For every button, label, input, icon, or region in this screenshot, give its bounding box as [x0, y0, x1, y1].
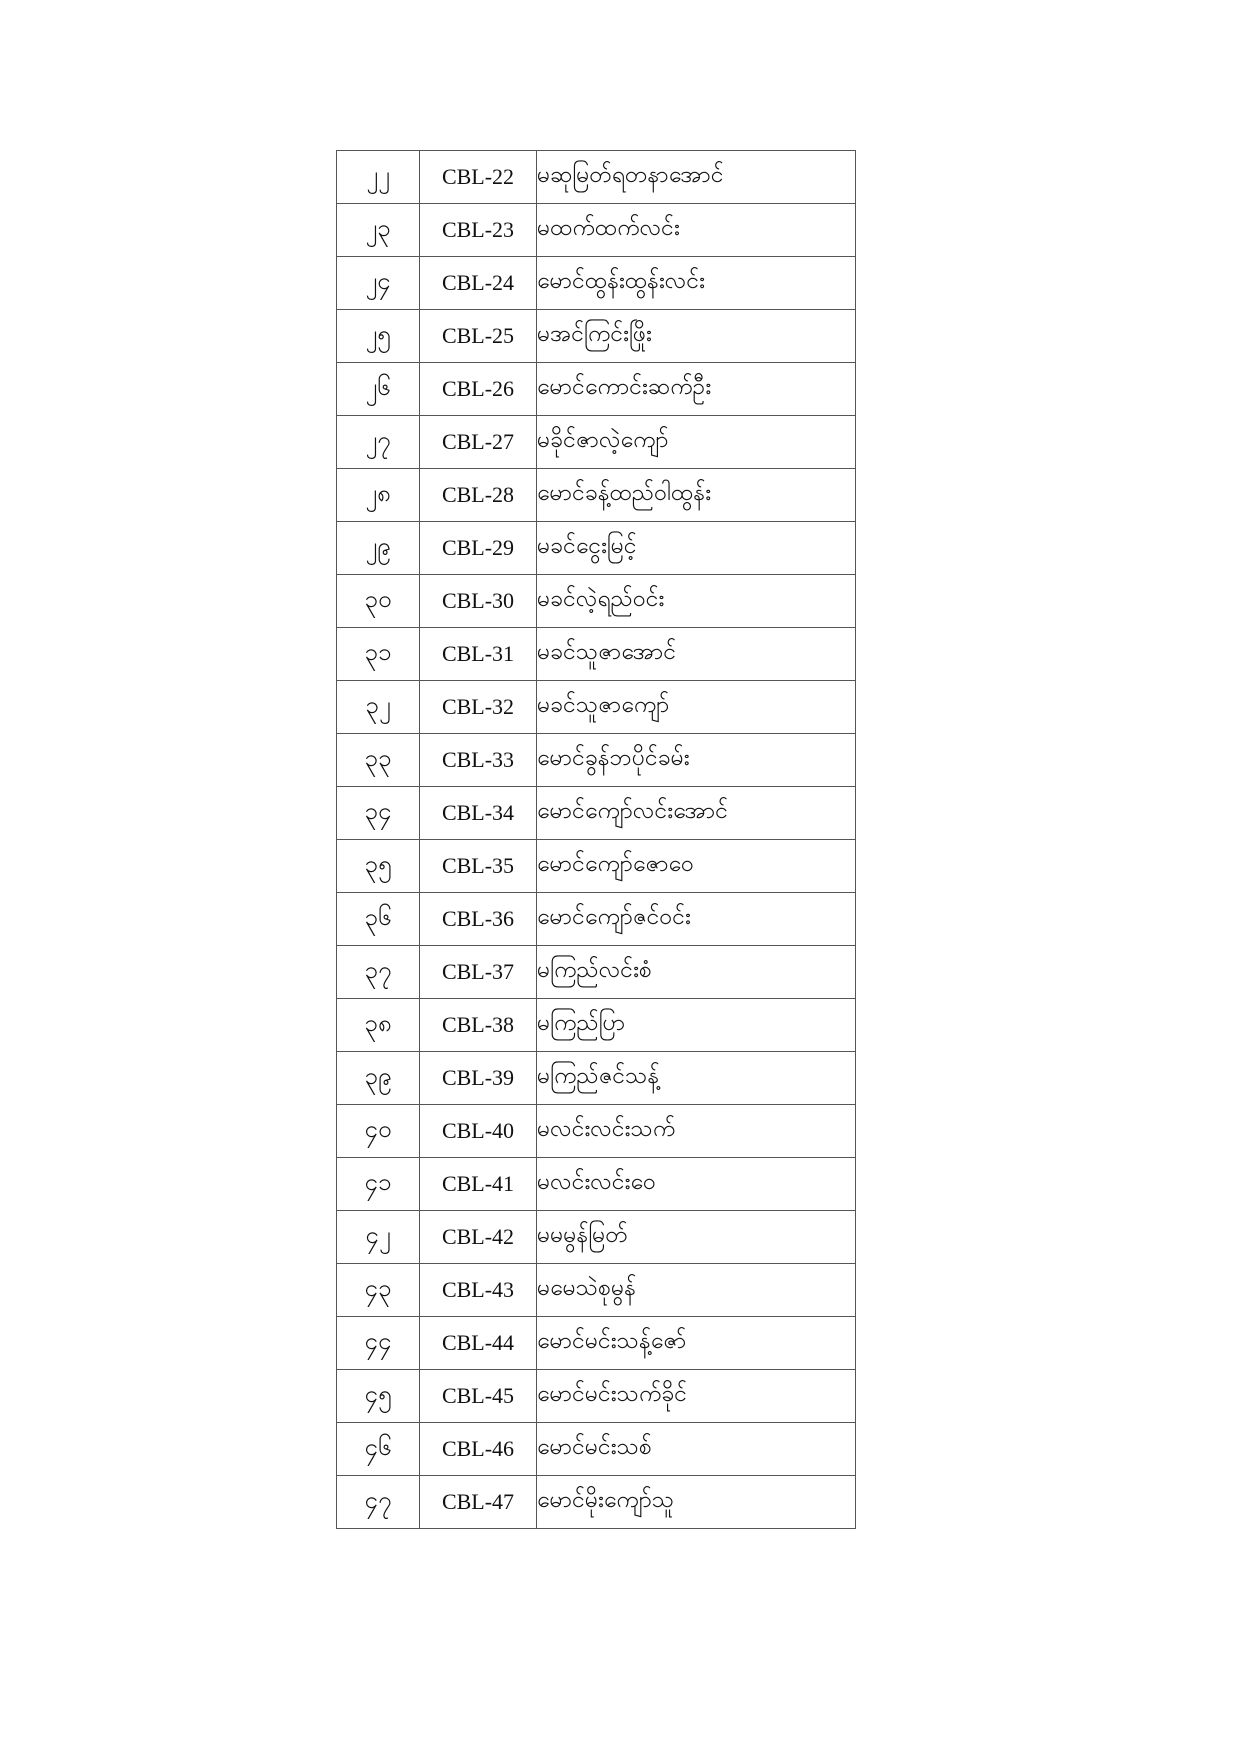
table-row: [337, 999, 856, 1052]
student-name-cell: မောင်မင်းသက်ခိုင်: [537, 1370, 856, 1423]
row-number-cell: ၃၆: [337, 893, 420, 946]
student-code-cell: CBL-24: [420, 257, 537, 310]
table-row: [337, 681, 856, 734]
student-code-cell: CBL-32: [420, 681, 537, 734]
student-name-cell: မဆုမြတ်ရတနာအောင်: [537, 151, 856, 204]
student-code-cell: CBL-28: [420, 469, 537, 522]
student-code-cell: CBL-43: [420, 1264, 537, 1317]
table-row: [337, 946, 856, 999]
roster-table-body: [337, 151, 856, 1529]
row-number-cell: ၄၂: [337, 1211, 420, 1264]
student-code-cell: CBL-47: [420, 1476, 537, 1529]
student-name-cell: မောင်မင်းသစ်: [537, 1423, 856, 1476]
student-code-cell: CBL-45: [420, 1370, 537, 1423]
student-name-cell: မောင်ကျော်ဇောဝေ: [537, 840, 856, 893]
student-code-cell: CBL-29: [420, 522, 537, 575]
row-number-cell: ၄၇: [337, 1476, 420, 1529]
row-number-cell: ၄၆: [337, 1423, 420, 1476]
table-row: [337, 204, 856, 257]
row-number-cell: ၃၉: [337, 1052, 420, 1105]
student-name-cell: မောင်ကျော်ဇင်ဝင်း: [537, 893, 856, 946]
table-row: [337, 1264, 856, 1317]
student-name-cell: မကြည်လင်းစံ: [537, 946, 856, 999]
student-code-cell: CBL-35: [420, 840, 537, 893]
student-code-cell: CBL-38: [420, 999, 537, 1052]
table-row: [337, 1211, 856, 1264]
student-code-cell: CBL-44: [420, 1317, 537, 1370]
student-code-cell: CBL-22: [420, 151, 537, 204]
row-number-cell: ၃၀: [337, 575, 420, 628]
student-code-cell: CBL-39: [420, 1052, 537, 1105]
row-number-cell: ၂၈: [337, 469, 420, 522]
table-row: [337, 416, 856, 469]
student-name-cell: မောင်ကောင်းဆက်ဦး: [537, 363, 856, 416]
row-number-cell: ၃၂: [337, 681, 420, 734]
table-row: [337, 1158, 856, 1211]
student-name-cell: မထက်ထက်လင်း: [537, 204, 856, 257]
student-name-cell: မခင်လဲ့ရည်ဝင်း: [537, 575, 856, 628]
row-number-cell: ၂၉: [337, 522, 420, 575]
student-name-cell: မောင်မင်းသန့်ဇော်: [537, 1317, 856, 1370]
row-number-cell: ၄၁: [337, 1158, 420, 1211]
row-number-cell: ၂၇: [337, 416, 420, 469]
student-code-cell: CBL-37: [420, 946, 537, 999]
student-name-cell: မောင်ကျော်လင်းအောင်: [537, 787, 856, 840]
row-number-cell: ၃၁: [337, 628, 420, 681]
student-code-cell: CBL-33: [420, 734, 537, 787]
table-row: [337, 787, 856, 840]
table-row: [337, 1370, 856, 1423]
student-name-cell: မလင်းလင်းသက်: [537, 1105, 856, 1158]
table-row: [337, 522, 856, 575]
student-name-cell: မခင်သူဇာကျော်: [537, 681, 856, 734]
student-name-cell: မောင်ခန့်ထည်ဝါထွန်း: [537, 469, 856, 522]
student-code-cell: CBL-36: [420, 893, 537, 946]
student-code-cell: CBL-23: [420, 204, 537, 257]
table-row: [337, 151, 856, 204]
student-code-cell: CBL-30: [420, 575, 537, 628]
table-row: [337, 893, 856, 946]
student-code-cell: CBL-40: [420, 1105, 537, 1158]
row-number-cell: ၃၃: [337, 734, 420, 787]
student-name-cell: မောင်မိုးကျော်သူ: [537, 1476, 856, 1529]
row-number-cell: ၄၄: [337, 1317, 420, 1370]
student-name-cell: မလင်းလင်းဝေ: [537, 1158, 856, 1211]
table-row: [337, 1052, 856, 1105]
student-name-cell: မမမွန်မြတ်: [537, 1211, 856, 1264]
student-code-cell: CBL-26: [420, 363, 537, 416]
student-name-cell: မကြည်ပြာ: [537, 999, 856, 1052]
row-number-cell: ၃၄: [337, 787, 420, 840]
student-name-cell: မကြည်ဇင်သန့်: [537, 1052, 856, 1105]
student-code-cell: CBL-42: [420, 1211, 537, 1264]
table-row: [337, 1423, 856, 1476]
student-name-cell: မခိုင်ဇာလဲ့ကျော်: [537, 416, 856, 469]
row-number-cell: ၂၄: [337, 257, 420, 310]
table-row: [337, 734, 856, 787]
table-row: [337, 1105, 856, 1158]
table-row: [337, 1317, 856, 1370]
student-code-cell: CBL-31: [420, 628, 537, 681]
row-number-cell: ၃၈: [337, 999, 420, 1052]
row-number-cell: ၄၅: [337, 1370, 420, 1423]
table-row: [337, 469, 856, 522]
student-code-cell: CBL-27: [420, 416, 537, 469]
table-row: [337, 1476, 856, 1529]
table-row: [337, 840, 856, 893]
student-name-cell: မောင်ခွန်ဘပိုင်ခမ်း: [537, 734, 856, 787]
row-number-cell: ၂၃: [337, 204, 420, 257]
table-row: [337, 575, 856, 628]
student-name-cell: မအင်ကြင်းဖြိုး: [537, 310, 856, 363]
student-code-cell: CBL-46: [420, 1423, 537, 1476]
row-number-cell: ၃၅: [337, 840, 420, 893]
row-number-cell: ၂၅: [337, 310, 420, 363]
student-name-cell: မခင်ငွေးမြင့်: [537, 522, 856, 575]
table-row: [337, 310, 856, 363]
student-code-cell: CBL-41: [420, 1158, 537, 1211]
student-code-cell: CBL-34: [420, 787, 537, 840]
student-name-cell: မခင်သူဇာအောင်: [537, 628, 856, 681]
student-name-cell: မမေသဲစုမွန်: [537, 1264, 856, 1317]
row-number-cell: ၃၇: [337, 946, 420, 999]
table-row: [337, 363, 856, 416]
row-number-cell: ၄၃: [337, 1264, 420, 1317]
row-number-cell: ၂၆: [337, 363, 420, 416]
row-number-cell: ၄၀: [337, 1105, 420, 1158]
student-roster-table: [336, 150, 856, 1529]
table-row: [337, 628, 856, 681]
student-code-cell: CBL-25: [420, 310, 537, 363]
student-name-cell: မောင်ထွန်းထွန်းလင်း: [537, 257, 856, 310]
row-number-cell: ၂၂: [337, 151, 420, 204]
table-row: [337, 257, 856, 310]
